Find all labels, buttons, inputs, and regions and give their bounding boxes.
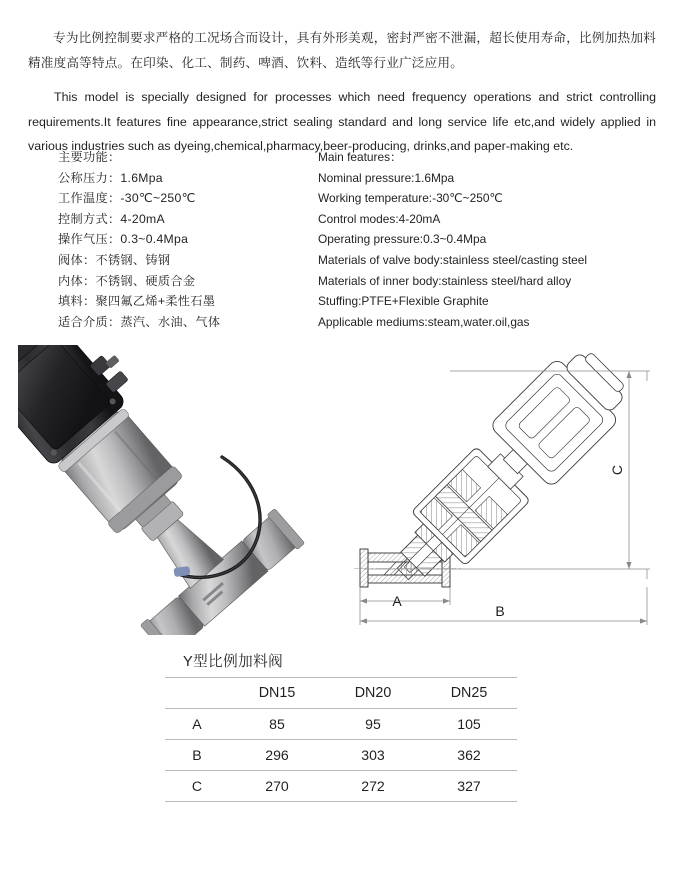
spec-line-en-7: Stuffing:PTFE+Flexible Graphite	[318, 294, 489, 309]
spec-line-cn-6: 内体：不锈钢、硬质合金	[58, 273, 196, 288]
table-header-blank	[165, 678, 229, 709]
table-header-row	[165, 678, 517, 709]
spec-line-cn-2: 工作温度：-30℃~250℃	[58, 191, 196, 206]
product-photo-illustration	[18, 345, 348, 635]
cell-b-dn20: 303	[325, 740, 421, 771]
spec-line-cn-8: 适合介质：蒸汽、水油、气体	[58, 314, 221, 329]
table-row	[165, 709, 517, 740]
spec-line-cn-1: 公称压力：1.6Mpa	[58, 170, 163, 185]
dimensions-table	[165, 677, 517, 802]
spec-line-en-0: Main features：	[318, 150, 402, 164]
specifications-block	[0, 147, 680, 337]
spec-line-en-5: Materials of valve body:stainless steel/casting steel	[318, 252, 587, 267]
spec-line-en-1: Nominal pressure:1.6Mpa	[318, 170, 455, 185]
cell-a-dn25: 105	[421, 709, 517, 740]
spec-line-en-8: Applicable mediums:steam,water.oil,gas	[318, 314, 530, 329]
spec-line-en-2: Working temperature:-30℃~250℃	[318, 191, 503, 206]
intro-paragraph-chinese: 专为比例控制要求严格的工况场合而设计，具有外形美观，密封严密不泄漏，超长使用寿命，比例加热加料精准度高等特点。在印染、化工、制药、啤酒、饮料、造纸等行业广泛应用。	[28, 31, 656, 70]
intro-block	[28, 26, 656, 159]
spec-line-en-4: Operating pressure:0.3~0.4Mpa	[318, 232, 487, 247]
spec-line-cn-0: 主要功能：	[58, 150, 121, 164]
row-label-b: B	[165, 740, 229, 771]
dimensions-table-block	[165, 652, 517, 802]
cell-b-dn15: 296	[229, 740, 325, 771]
dimension-label-c: C	[609, 464, 625, 476]
table-header-dn20: DN20	[325, 678, 421, 709]
table-header-dn25: DN25	[421, 678, 517, 709]
specs-column-english	[318, 147, 663, 332]
table-row	[165, 771, 517, 802]
spec-line-cn-5: 阀体：不锈钢、铸钢	[58, 252, 171, 267]
cell-c-dn25: 327	[421, 771, 517, 802]
table-header-dn15: DN15	[229, 678, 325, 709]
row-label-c: C	[165, 771, 229, 802]
technical-drawing-svg	[350, 353, 675, 638]
spec-line-cn-7: 填料：聚四氟乙烯+柔性石墨	[58, 294, 216, 309]
cell-a-dn15: 85	[229, 709, 325, 740]
dimension-label-b: B	[495, 603, 505, 619]
spec-line-cn-3: 控制方式：4-20mA	[58, 211, 165, 226]
cell-c-dn15: 270	[229, 771, 325, 802]
technical-drawing	[350, 353, 675, 638]
cell-a-dn20: 95	[325, 709, 421, 740]
table-row	[165, 740, 517, 771]
media-row	[0, 345, 680, 645]
table-title: Y型比例加料阀	[183, 654, 284, 670]
intro-paragraph-english: This model is specially designed for processes which need frequency operations and strict controlling requirements.It features fine appearance,strict sealing standard and long service life etc,and widely applied in various industries such as dyeing,chemical,pharmacy,beer-producing, drinks,and paper-making etc.	[28, 90, 656, 153]
spec-line-en-6: Materials of inner body:stainless steel/hard alloy	[318, 273, 572, 288]
cell-c-dn20: 272	[325, 771, 421, 802]
dimension-label-a: A	[392, 593, 402, 609]
spec-line-cn-4: 操作气压：0.3~0.4Mpa	[58, 232, 189, 247]
spec-line-en-3: Control modes:4-20mA	[318, 211, 441, 226]
row-label-a: A	[165, 709, 229, 740]
specs-column-chinese	[58, 147, 308, 332]
cell-b-dn25: 362	[421, 740, 517, 771]
product-photo	[18, 345, 348, 635]
